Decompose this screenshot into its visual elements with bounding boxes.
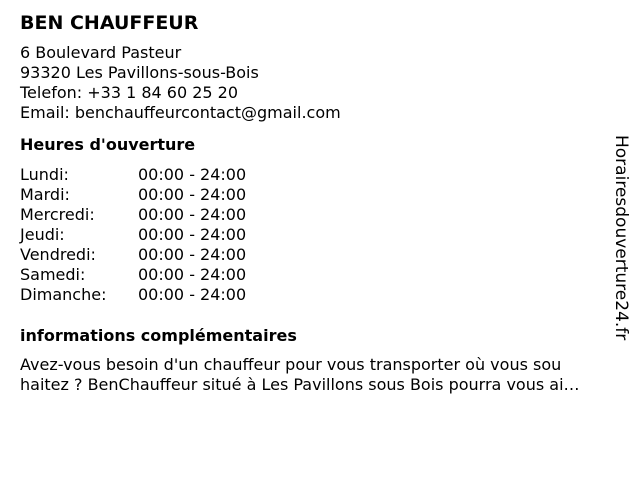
hours-time: 00:00 - 24:00 xyxy=(138,225,247,244)
hours-row-thursday xyxy=(20,225,610,245)
hours-table xyxy=(20,165,610,305)
hours-time: 00:00 - 24:00 xyxy=(138,245,247,264)
hours-time: 00:00 - 24:00 xyxy=(138,285,247,304)
hours-row-monday xyxy=(20,165,610,185)
hours-row-saturday xyxy=(20,265,610,285)
info-heading: informations complémentaires xyxy=(20,326,297,345)
info-line-1: Avez-vous besoin d'un chauffeur pour vous transporter où vous sou xyxy=(20,355,562,374)
business-card xyxy=(20,12,610,395)
hours-heading: Heures d'ouverture xyxy=(20,135,196,154)
hours-day: Mardi: xyxy=(20,185,70,204)
hours-row-sunday xyxy=(20,285,610,305)
address-street: 6 Boulevard Pasteur xyxy=(20,43,182,62)
info-line-2: haitez ? BenChauffeur situé à Les Pavillons sous Bois pourra vous ai… xyxy=(20,375,580,394)
address-block xyxy=(20,43,610,123)
phone-number: Telefon: +33 1 84 60 25 20 xyxy=(20,83,239,102)
hours-row-friday xyxy=(20,245,610,265)
hours-time: 00:00 - 24:00 xyxy=(138,165,247,184)
hours-row-wednesday xyxy=(20,205,610,225)
hours-day: Jeudi: xyxy=(20,225,65,244)
hours-day: Lundi: xyxy=(20,165,69,184)
hours-time: 00:00 - 24:00 xyxy=(138,185,247,204)
address-city: 93320 Les Pavillons-sous-Bois xyxy=(20,63,259,82)
business-name: BEN CHAUFFEUR xyxy=(20,12,199,34)
hours-day: Dimanche: xyxy=(20,285,107,304)
hours-time: 00:00 - 24:00 xyxy=(138,265,247,284)
site-watermark: Horairesdouverture24.fr xyxy=(611,135,631,341)
hours-day: Vendredi: xyxy=(20,245,96,264)
info-description xyxy=(20,355,630,395)
hours-day: Mercredi: xyxy=(20,205,95,224)
hours-day: Samedi: xyxy=(20,265,86,284)
hours-row-tuesday xyxy=(20,185,610,205)
hours-time: 00:00 - 24:00 xyxy=(138,205,247,224)
email-address: Email: benchauffeurcontact@gmail.com xyxy=(20,103,341,122)
